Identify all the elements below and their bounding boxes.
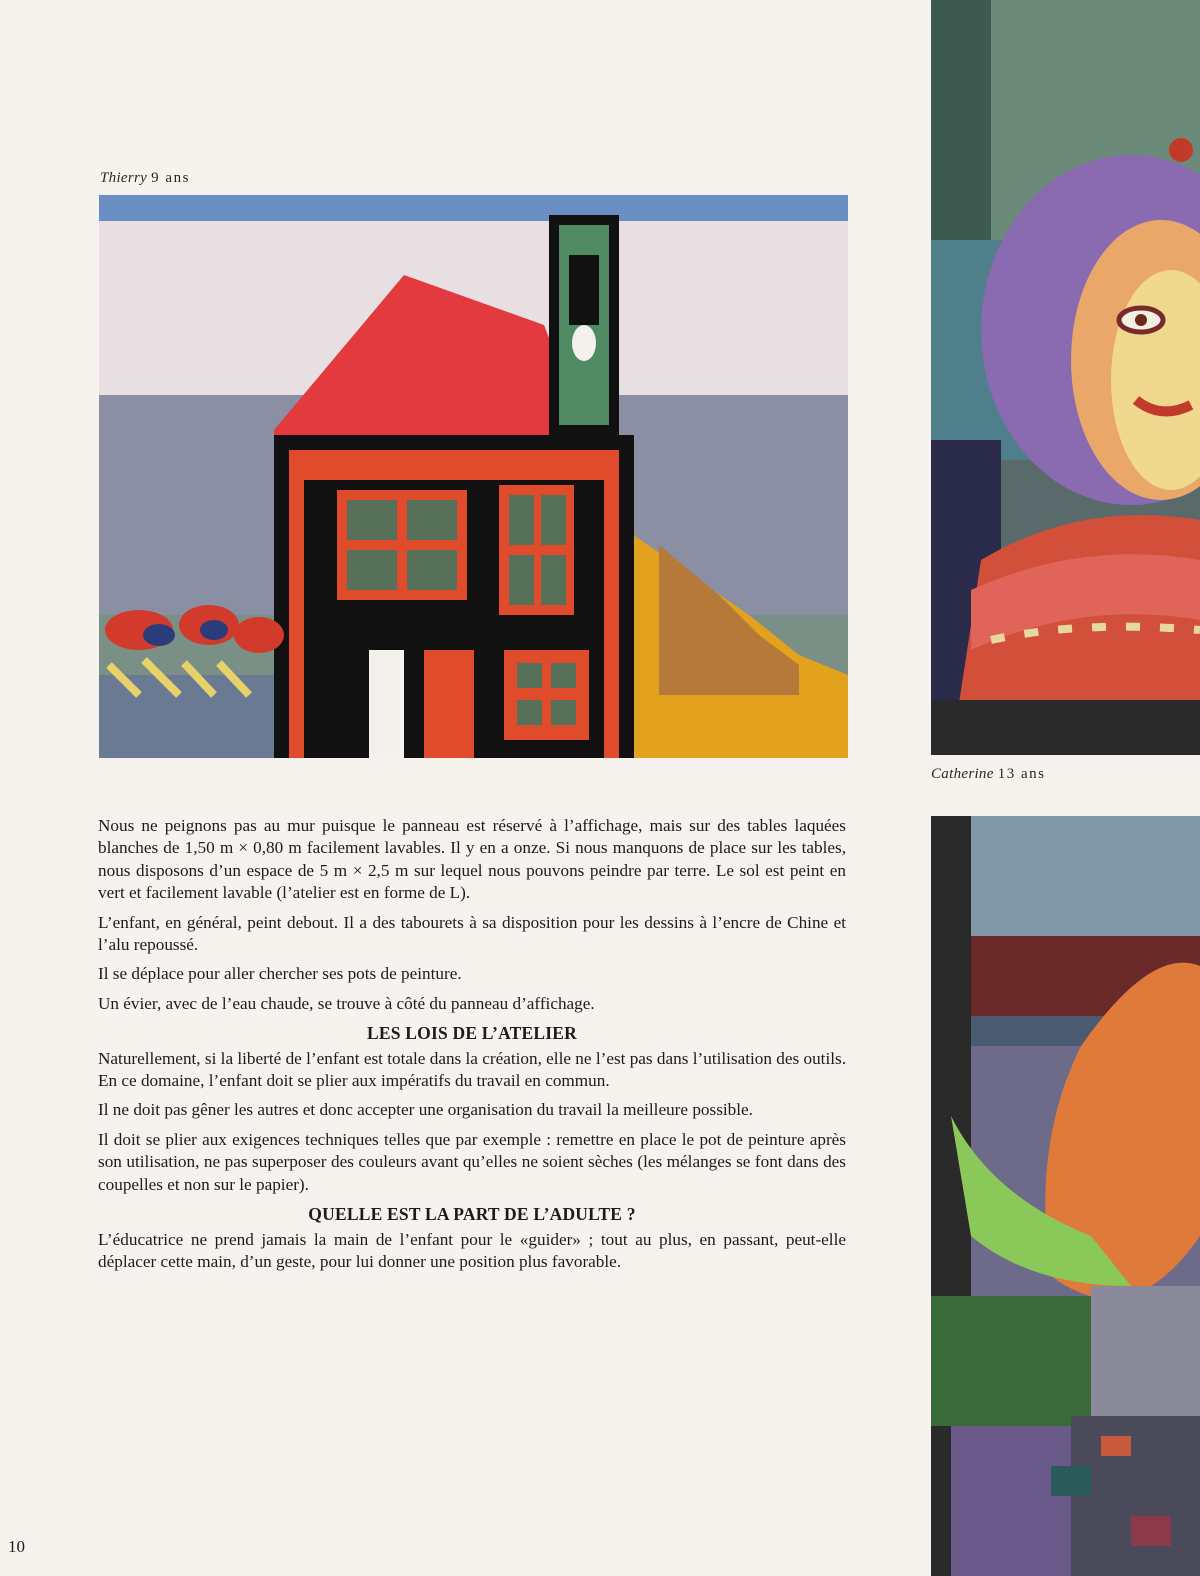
caption-name: Thierry (100, 170, 148, 186)
paragraph: L’enfant, en général, peint debout. Il a des tabourets à sa disposition pour les dessins à l’encre de Chine et l’alu repoussé. (98, 912, 846, 955)
paragraph: L’éducatrice ne prend jamais la main de l’enfant pour le «guider» ; tout au plus, en passant, peut-elle déplacer cette main, d’un geste, pour lui donner une position plus favorable. (98, 1229, 846, 1271)
paragraph: Un évier, avec de l’eau chaude, se trouve à côté du panneau d’affichage. (98, 993, 595, 1013)
caption-age: 9 ans (151, 170, 190, 186)
paragraph: Nous ne peignons pas au mur puisque le panneau est réservé à l’affichage, mais sur des tables laquées blanches de 1,50 m × 0,80 m facilement lavables. Il y en a onze. Si nous manquons de place sur les tables, nous disposons d’un espace de 5 m × 2,5 m sur lequel nous pouvons peindre par terre. Le sol est peint en vert et facilement lavable (l’atelier est en forme de L). (98, 816, 846, 903)
caption-name: Catherine (931, 766, 994, 782)
caption-thierry (100, 170, 190, 187)
painting-abstract (931, 816, 1200, 1576)
paragraph: Naturellement, si la liberté de l’enfant est totale dans la création, elle ne l’est pas dans l’utilisation des outils. En ce domaine, l’enfant doit se plier aux impératifs du travail en commun. (98, 1048, 846, 1091)
section-heading: LES LOIS DE L’ATELIER (367, 1023, 577, 1044)
paragraph: Il se déplace pour aller chercher ses pots de peinture. (98, 964, 462, 984)
painting-house (99, 195, 848, 758)
caption-catherine (931, 766, 1046, 783)
painting-portrait (931, 0, 1200, 755)
paragraph: Il doit se plier aux exigences techniques telles que par exemple : remettre en place le pot de peinture après son utilisation, ne pas superposer des couleurs avant qu’elles ne soient sèches (les mélanges se font dans des coupelles et non sur le papier). (98, 1129, 846, 1194)
section-heading: QUELLE EST LA PART DE L’ADULTE ? (308, 1204, 636, 1225)
page-number: 10 (8, 1537, 25, 1556)
caption-age: 13 ans (997, 766, 1046, 782)
article-body (98, 815, 846, 1280)
paragraph: Il ne doit pas gêner les autres et donc accepter une organisation du travail la meilleure possible. (98, 1100, 753, 1120)
